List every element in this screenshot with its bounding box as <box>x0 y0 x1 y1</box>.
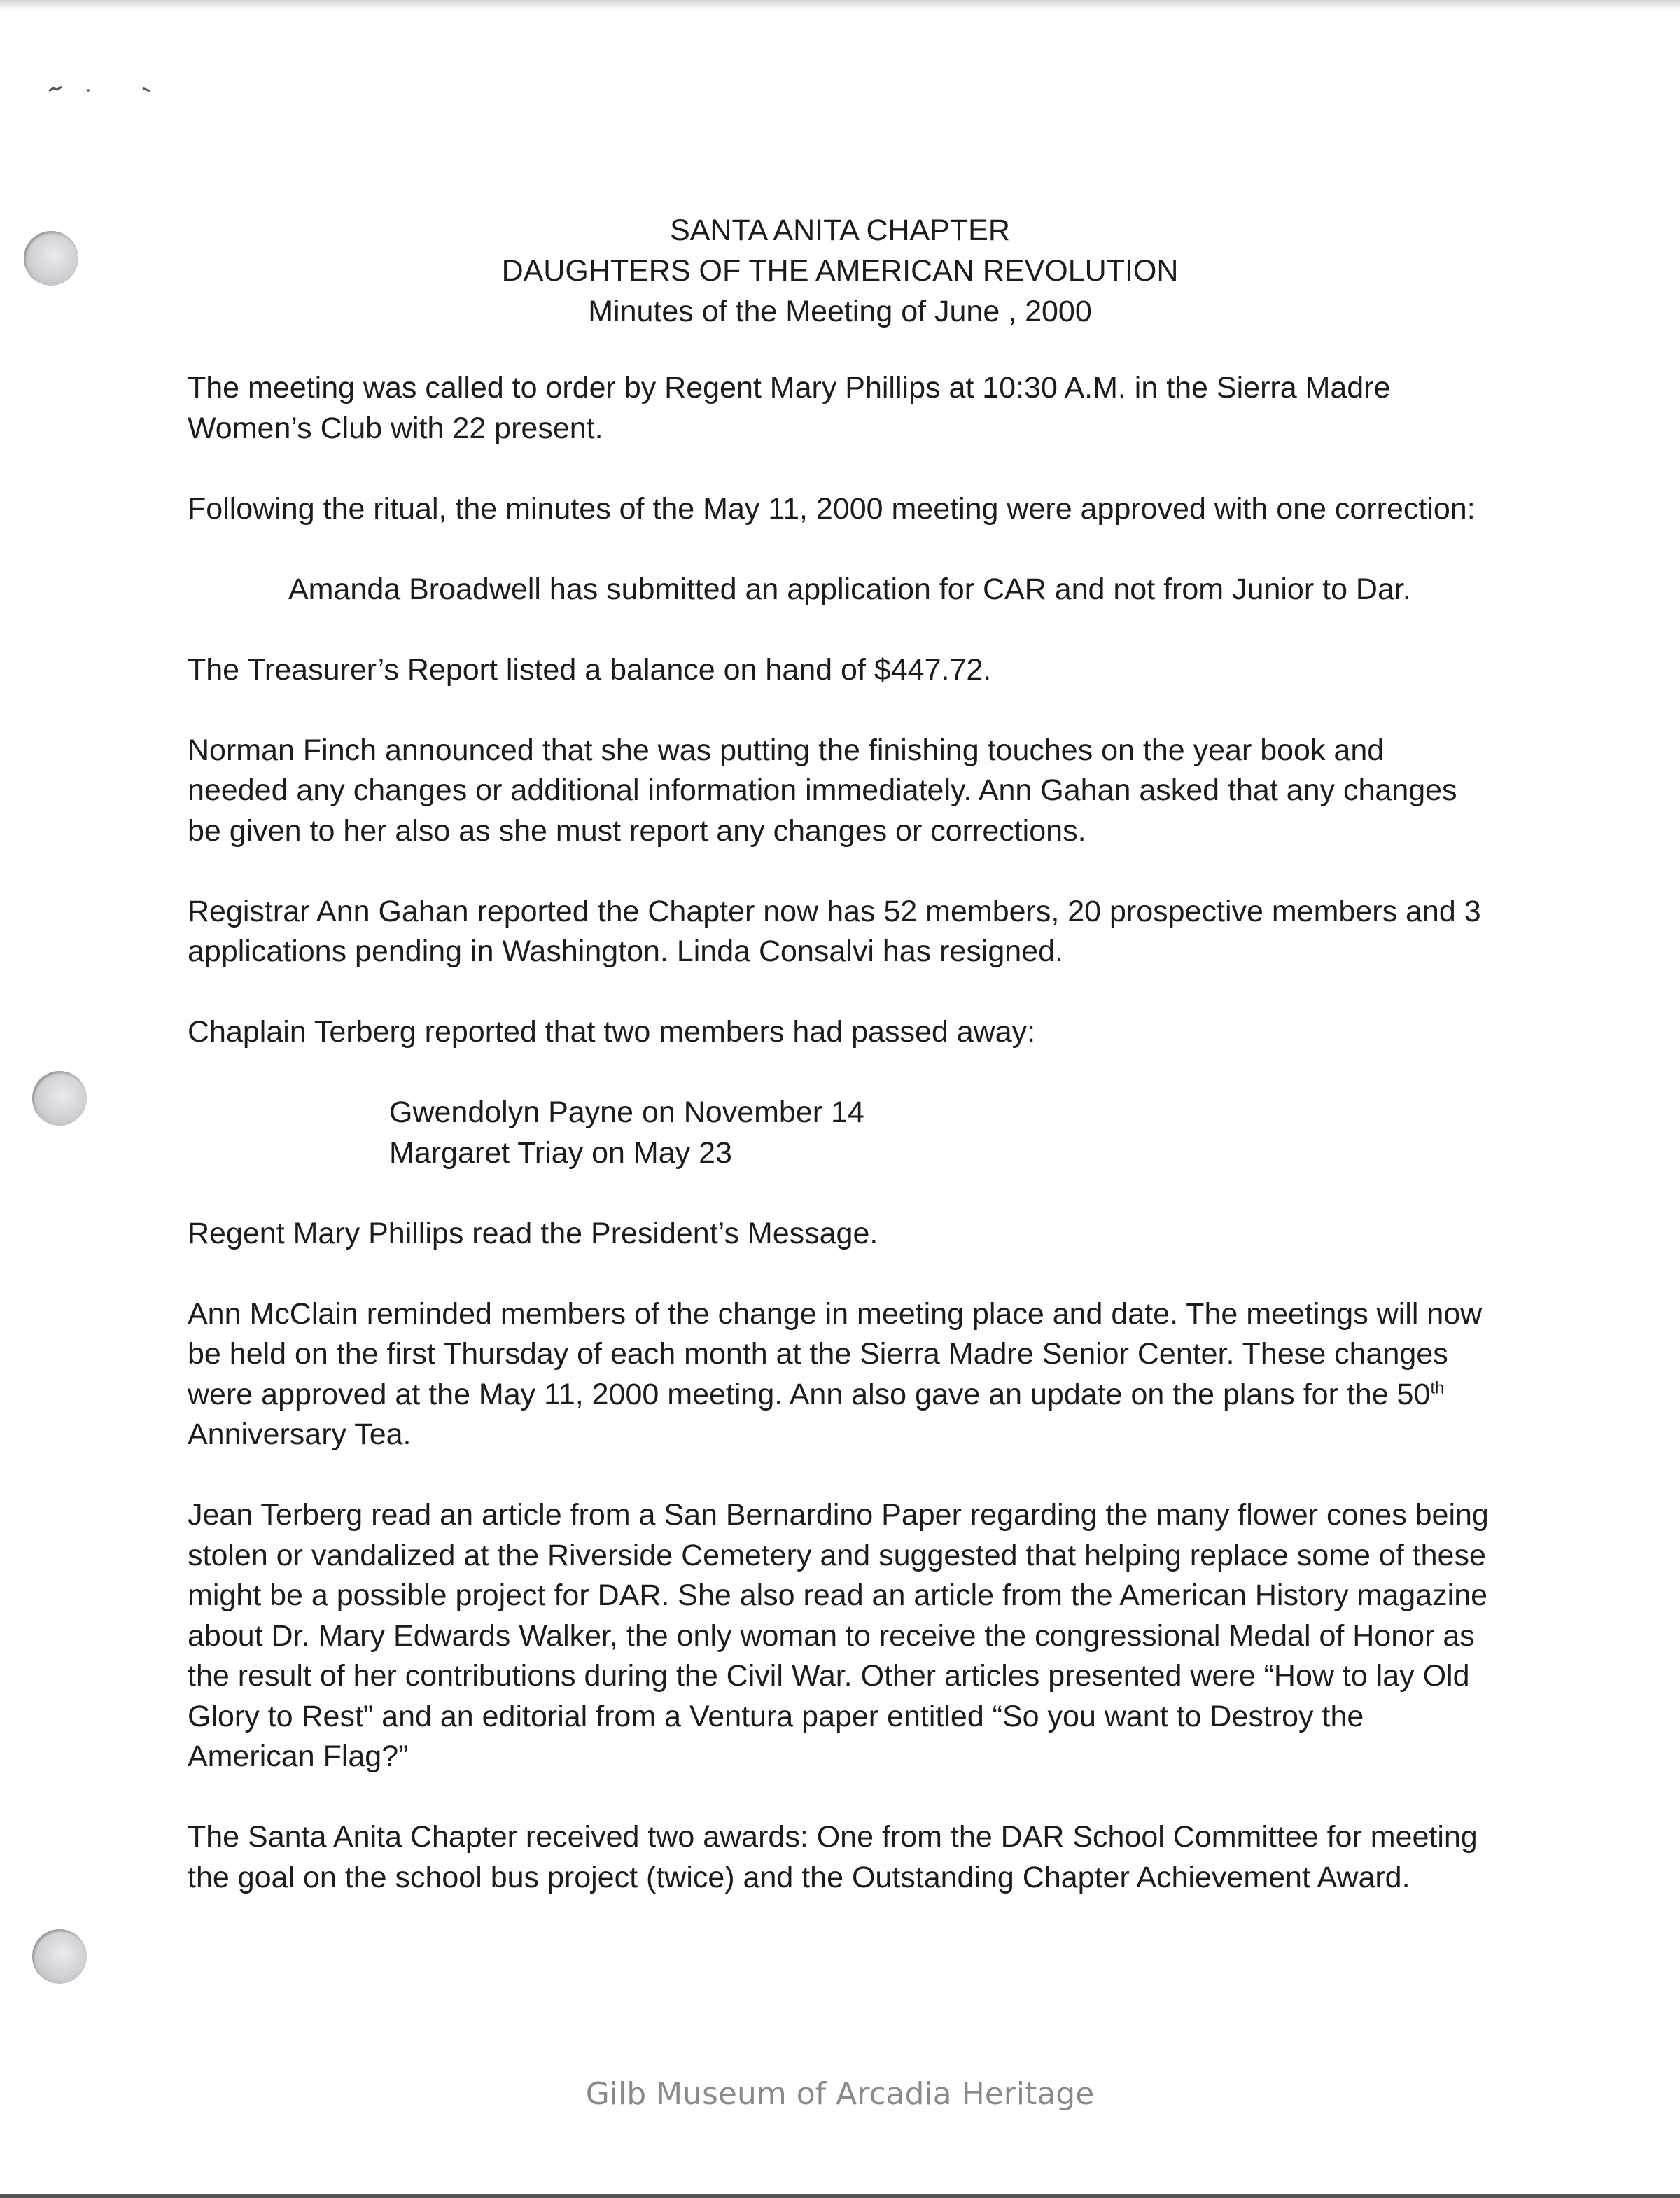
minutes-body <box>188 368 1490 1938</box>
paragraph-year-book: Norman Finch announced that she was putting the finishing touches on the year book and needed any changes or additional information immediately. Ann Gahan asked that any changes be given to her also as she must report any changes or corrections. <box>188 733 1457 848</box>
paragraph-treasurer-report: The Treasurer’s Report listed a balance on hand of $447.72. <box>188 652 992 687</box>
paragraph-articles: Jean Terberg read an article from a San Bernardino Paper regarding the many flower cones being stolen or vandalized at the Riverside Cemetery and suggested that helping replace some of these might be a possible project for DAR. She also read an article from the American History magazine about Dr. Mary Edwards Walker, the only woman to receive the congressional Medal of Honor as the result of her contributions during the Civil War. Other articles presented were “How to lay Old Glory to Rest” and an editorial from a Ventura paper entitled “So you want to Destroy the American Flag?” <box>188 1498 1489 1773</box>
paragraph-chaplain-report: Chaplain Terberg reported that two members had passed away: <box>188 1015 1036 1049</box>
paragraph-correction: Amanda Broadwell has submitted an application for CAR and not from Junior to Dar. <box>288 572 1411 606</box>
ordinal-suffix: th <box>1430 1378 1445 1398</box>
deceased-member: Margaret Triay on May 23 <box>389 1135 732 1170</box>
museum-watermark: Gilb Museum of Arcadia Heritage <box>585 2076 1095 2112</box>
minutes-title: Minutes of the Meeting of June , 2000 <box>588 295 1092 328</box>
deceased-member: Gwendolyn Payne on November 14 <box>389 1096 864 1129</box>
document-heading <box>0 210 1680 332</box>
paragraph-awards: The Santa Anita Chapter received two awards: One from the DAR School Committee for meeting the goal on the school bus project (twice) and the Outstanding Chapter Achievement Award. <box>188 1820 1478 1894</box>
paragraph-minutes-approval: Following the ritual, the minutes of the May 11, 2000 meeting were approved with one correction: <box>188 491 1476 526</box>
organization-name: DAUGHTERS OF THE AMERICAN REVOLUTION <box>501 254 1179 288</box>
paragraph-call-to-order: The meeting was called to order by Regent Mary Phillips at 10:30 A.M. in the Sierra Madre Women’s Club with 22 present. <box>188 371 1391 445</box>
scan-bottom-edge <box>0 2194 1680 2198</box>
paragraph-registrar-report: Registrar Ann Gahan reported the Chapter now has 52 members, 20 prospective members and 3 applications pending in Washington. Linda Consalvi has resigned. <box>188 894 1481 968</box>
deceased-members-list <box>389 1093 1490 1173</box>
paragraph-presidents-message: Regent Mary Phillips read the President’s Message. <box>188 1216 878 1250</box>
chapter-name: SANTA ANITA CHAPTER <box>670 214 1010 247</box>
punch-hole <box>32 1929 87 1984</box>
meeting-change-text-end: Anniversary Tea. <box>188 1418 412 1451</box>
meeting-change-text: Ann McClain reminded members of the change in meeting place and date. The meetings will now be held on the first Thursday of each month at the Sierra Madre Senior Center. These changes were approved at the May 11, 2000 meeting. Ann also gave an update on the plans for the 50 <box>188 1296 1483 1411</box>
scan-top-edge <box>0 0 1680 10</box>
paragraph-meeting-change <box>188 1294 1490 1455</box>
scan-specks <box>46 78 158 99</box>
punch-hole <box>32 1071 87 1126</box>
